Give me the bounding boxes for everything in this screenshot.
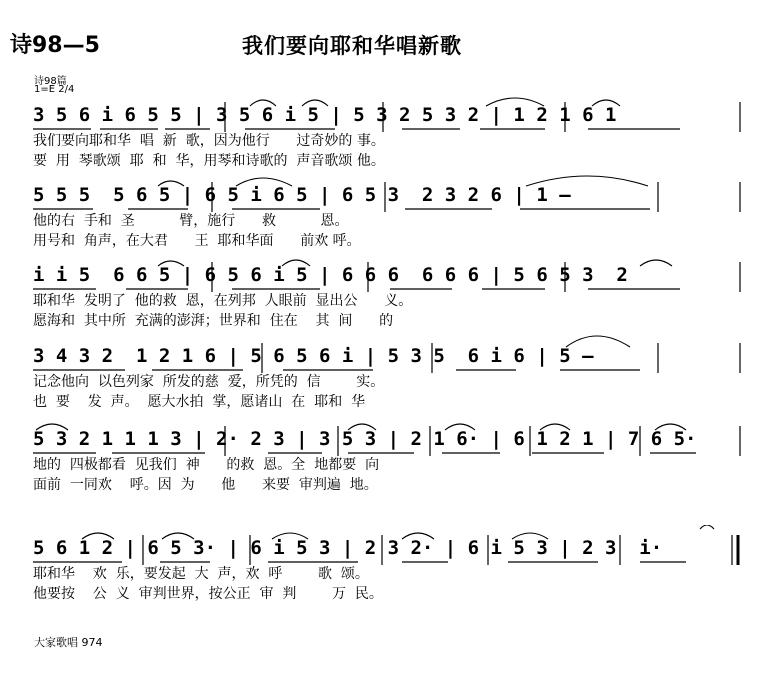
hymn-title: 我们要向耶和华唱新歌 — [242, 34, 462, 58]
book-reference: 大家歌唱 974 — [34, 636, 103, 649]
score-system-6 — [0, 525, 760, 623]
lyrics-verse-1: 地的 四极都看 见我们 神 的救 恩。全 地都要 向 — [33, 457, 380, 473]
notation-line: 3 5 6 i 6 5 5 | 3 5 6 i 5 | 5 3 2 5 3 2 | 1 2 1 6 1 — [33, 104, 617, 126]
key-signature: 1=E 2/4 — [34, 84, 75, 95]
lyrics-verse-1: 耶和华 欢 乐，要发起 大 声，欢 呼 歌 颂。 — [33, 566, 369, 582]
lyrics-verse-2: 要 用 琴歌颂 耶 和 华，用琴和诗歌的 声音歌颂 他。 — [33, 153, 385, 169]
lyrics-verse-1: 他的右 手和 圣 臂，施行 救 恩。 — [33, 213, 349, 229]
lyrics-verse-1: 耶和华 发明了 他的救 恩，在列邦 人眼前 显出公 义。 — [33, 293, 413, 309]
lyrics-verse-1: 我们要向耶和华 唱 新 歌，因为他行 过奇妙的 事。 — [33, 133, 385, 149]
lyrics-verse-2: 也 要 发 声。 愿大水拍 掌，愿诸山 在 耶和 华 — [33, 394, 366, 410]
lyrics-verse-2: 愿海和 其中所 充满的澎湃；世界和 住在 其 间 的 — [33, 313, 394, 329]
hymn-number: 诗98—5 — [10, 33, 100, 58]
lyrics-verse-1: 记念他向 以色列家 所发的慈 爱，所凭的 信 实。 — [33, 374, 385, 390]
notation-line: 5 5 5 5 6 5 | 6 5 i 6 5 | 6 5 3 2 3 2 6 | 1 – — [33, 184, 571, 206]
lyrics-verse-2: 用号和 角声，在大君 王 耶和华面 前欢 呼。 — [33, 233, 361, 249]
notation-line: 5 6 1 2 | 6 5 3· | 6 i 5 3 | 2 3 2· | 6 i 5 3 | 2 3 i· — [33, 537, 663, 559]
lyrics-verse-2: 面前 一同欢 呼。因 为 他 来要 审判遍 地。 — [33, 477, 378, 493]
scripture-source: 诗98篇 — [34, 76, 67, 87]
lyrics-verse-2: 他要按 公 义 审判世界，按公正 审 判 万 民。 — [33, 586, 383, 602]
notation-line: 5 3 2 1 1 1 3 | 2· 2 3 | 3 5 3 | 2 1 6· | 6 1 2 1 | 7 6 5· — [33, 428, 697, 450]
notation-line: i i 5 6 6 5 | 6 5 6 i 5 | 6 6 6 6 6 6 | 5 6 5 3 2 — [33, 264, 628, 286]
notation-line: 3 4 3 2 1 2 1 6 | 5 6 5 6 i | 5 3 5 6 i 6 | 5 – — [33, 345, 594, 367]
score-system-5 — [0, 416, 760, 514]
